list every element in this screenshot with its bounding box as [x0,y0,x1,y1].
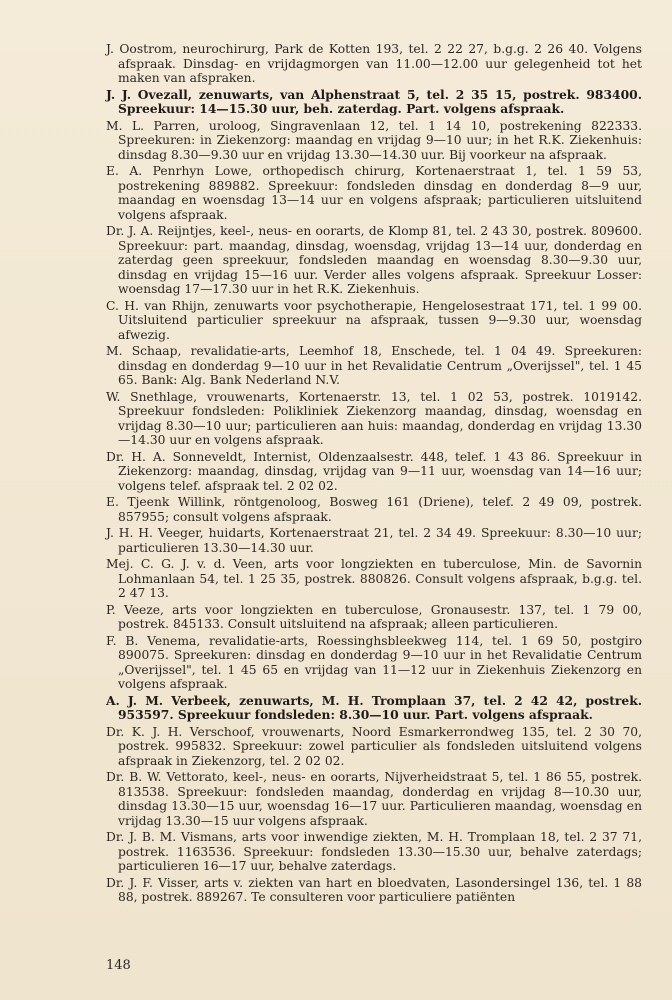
directory-entry-oostrom: J. Oostrom, neurochirurg, Park de Kotten 193, tel. 2 22 27, b.g.g. 2 26 40. Volgens afspraak. Dinsdag- en vrijdagmorgen van 11.00—12.00 uur gelegenheid tot het maken van afspraken. [106,42,642,85]
directory-entry-verbeek: A. J. M. Verbeek, zenuwarts, M. H. Tromplaan 37, tel. 2 42 42, postrek. 953597. Spreekuur fondsleden: 8.30—10 uur. Part. volgens afspraak. [106,692,642,722]
directory-entries [106,42,642,907]
directory-entry-veeger: J. H. H. Veeger, huidarts, Kortenaerstraat 21, tel. 2 34 49. Spreekuur: 8.30—10 uur; particulieren 13.30—14.30 uur. [106,526,642,555]
directory-entry-penrhyn-lowe: E. A. Penrhyn Lowe, orthopedisch chirurg, Kortenaerstraat 1, tel. 1 59 53, postrekening 889882. Spreekuur: fondsleden dinsdag en donderdag 8—9 uur, maandag en woensdag 13—14 uur en volgens afspraak; particulieren uitsluitend volgens afspraak. [106,164,642,222]
directory-entry-snethlage: W. Snethlage, vrouwenarts, Kortenaerstr. 13, tel. 1 02 53, postrek. 1019142. Spreekuur fondsleden: Polikliniek Ziekenzorg maandag, dinsdag, woensdag en vrijdag 8.30—10 uur; particulieren aan huis: maandag, donderdag en vrijdag 13.30—14.30 uur en volgens afspraak. [106,389,642,447]
page-number: 148 [106,958,131,973]
directory-entry-van-der-veen: Mej. C. G. J. v. d. Veen, arts voor longziekten en tuberculose, Min. de Savornin Lohmanlaan 54, tel. 1 25 35, postrek. 880826. Consult volgens afspraak, b.g.g. tel. 2 47 13. [106,557,642,600]
directory-entry-van-rhijn: C. H. van Rhijn, zenuwarts voor psychotherapie, Hengelosestraat 171, tel. 1 99 00. Uitsluitend particulier spreekuur na afspraak, tussen 9—9.30 uur, woensdag afwezig. [106,298,642,342]
directory-entry-veeze: P. Veeze, arts voor longziekten en tuberculose, Gronausestr. 137, tel. 1 79 00, postrek. 845133. Consult uitsluitend na afspraak; alleen particulieren. [106,602,642,631]
directory-entry-venema: F. B. Venema, revalidatie-arts, Roessinghsbleekweg 114, tel. 1 69 50, postgiro 890075. Spreekuren: dinsdag en donderdag 9—10 uur in het Revalidatie Centrum „Overijssel", tel. 1 45 65 en vrijdag van 11—12 uur in Ziekenhuis Ziekenzorg en volgens afspraak. [106,633,642,691]
directory-entry-schaap: M. Schaap, revalidatie-arts, Leemhof 18, Enschede, tel. 1 04 49. Spreekuren: dinsdag en donderdag 9—10 uur in het Revalidatie Centrum „Overijssel", tel. 1 45 65. Bank: Alg. Bank Nederland N.V. [106,344,642,387]
directory-entry-tjeenk-willink: E. Tjeenk Willink, röntgenoloog, Bosweg 161 (Driene), telef. 2 49 09, postrek. 857955; consult volgens afspraak. [106,495,642,524]
directory-entry-reijntjes: Dr. J. A. Reijntjes, keel-, neus- en oorarts, de Klomp 81, tel. 2 43 30, postrek. 809600. Spreekuur: part. maandag, dinsdag, woensdag, vrijdag 13—14 uur, donderdag en zaterdag geen spreekuur, fondsleden maandag en woensdag 8.30—9.30 uur, dinsdag en vrijdag 15—16 uur. Verder alles volgens afspraak. Spreekuur Losser: woensdag 17—17.30 uur in het R.K. Ziekenhuis. [106,224,642,296]
directory-entry-vismans: Dr. J. B. M. Vismans, arts voor inwendige ziekten, M. H. Tromplaan 18, tel. 2 37 71, postrek. 1163536. Spreekuur: fondsleden 13.30—15.30 uur, behalve zaterdags; particulieren 16—17 uur, behalve zaterdags. [106,830,642,873]
directory-entry-visser: Dr. J. F. Visser, arts v. ziekten van hart en bloedvaten, Lasondersingel 136, tel. 1 88 88, postrek. 889267. Te consulteren voor particuliere patiënten [106,875,642,904]
directory-entry-parren: M. L. Parren, uroloog, Singravenlaan 12, tel. 1 14 10, postrekening 822333. Spreekuren: in Ziekenzorg: maandag en vrijdag 9—10 uur; in het R.K. Ziekenhuis: dinsdag 8.30—9.30 uur en vrijdag 13.30—14.30 uur. Bij voorkeur na afspraak. [106,118,642,162]
directory-entry-sonneveldt: Dr. H. A. Sonneveldt, Internist, Oldenzaalsestr. 448, telef. 1 43 86. Spreekuur in Ziekenzorg: maandag, dinsdag, vrijdag van 9—11 uur, woensdag van 14—16 uur; volgens telef. afspraak tel. 2 02 02. [106,449,642,493]
directory-entry-vettorato: Dr. B. W. Vettorato, keel-, neus- en oorarts, Nijverheidstraat 5, tel. 1 86 55, postrek. 813538. Spreekuur: fondsleden maandag, donderdag en vrijdag 8—10.30 uur, dinsdag 13.30—15 uur, woensdag 16—17 uur. Particulieren maandag, woensdag en vrijdag 13.30—15 uur volgens afspraak. [106,770,642,828]
directory-entry-verschoof: Dr. K. J. H. Verschoof, vrouwenarts, Noord Esmarkerrondweg 135, tel. 2 30 70, postrek. 995832. Spreekuur: zowel particulier als fondsleden uitsluitend volgens afspraak in Ziekenzorg, tel. 2 02 02. [106,724,642,768]
directory-entry-ovezall: J. J. Ovezall, zenuwarts, van Alphenstraat 5, tel. 2 35 15, postrek. 983400. Spreekuur: 14—15.30 uur, beh. zaterdag. Part. volgens afspraak. [106,86,642,116]
